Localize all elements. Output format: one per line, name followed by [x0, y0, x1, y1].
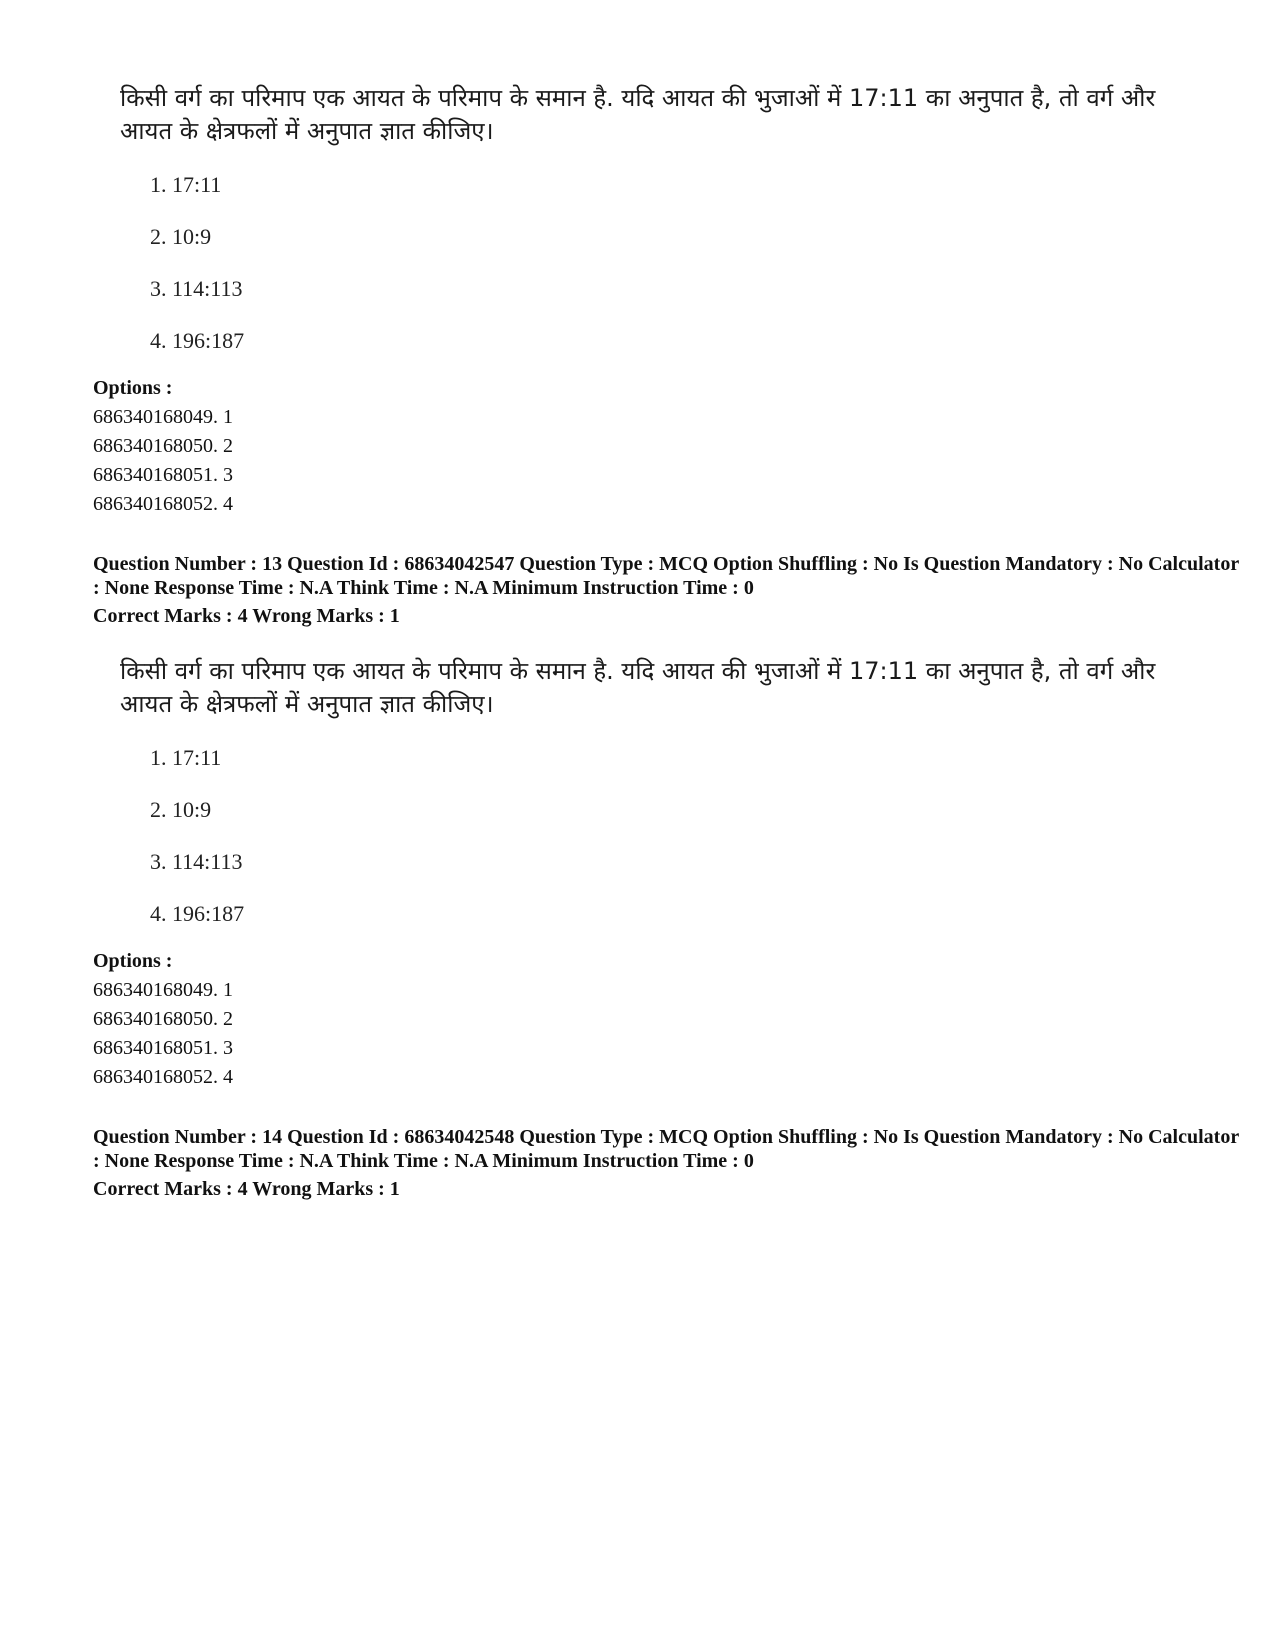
choice-1: 1. 17:11	[150, 745, 222, 770]
question-meta-text: Question Number : 13 Question Id : 68634042547 Question Type : MCQ Option Shuffling : No Is Question Mandatory : No Calculator : None Response Time : N.A Think Time : N.A Minimum Instruction Time : 0	[93, 553, 1239, 599]
question-marks: Correct Marks : 4 Wrong Marks : 1	[93, 1178, 400, 1200]
options-block	[93, 947, 233, 1092]
question-image	[120, 655, 1180, 926]
choice-4: 4. 196:187	[150, 901, 245, 926]
choice-2: 2. 10:9	[150, 797, 212, 822]
choice-4: 4. 196:187	[150, 328, 245, 353]
option-id-row: 686340168051. 3	[93, 464, 233, 486]
question-meta	[93, 552, 1243, 628]
question-text: किसी वर्ग का परिमाप एक आयत के परिमाप के समान है. यदि आयत की भुजाओं में 17:11 का अनुपात है, तो वर्ग और आयत के क्षेत्रफलों में अनुपात ज्ञात कीजिए।	[120, 84, 1156, 145]
question-text: किसी वर्ग का परिमाप एक आयत के परिमाप के समान है. यदि आयत की भुजाओं में 17:11 का अनुपात है, तो वर्ग और आयत के क्षेत्रफलों में अनुपात ज्ञात कीजिए।	[120, 657, 1156, 718]
question-marks: Correct Marks : 4 Wrong Marks : 1	[93, 605, 400, 627]
options-label: Options :	[93, 377, 173, 399]
choice-2: 2. 10:9	[150, 224, 212, 249]
question-meta-text: Question Number : 14 Question Id : 68634042548 Question Type : MCQ Option Shuffling : No Is Question Mandatory : No Calculator : None Response Time : N.A Think Time : N.A Minimum Instruction Time : 0	[93, 1126, 1239, 1172]
option-id-row: 686340168052. 4	[93, 1066, 233, 1088]
options-block	[93, 374, 233, 519]
choice-1: 1. 17:11	[150, 172, 222, 197]
option-id-row: 686340168049. 1	[93, 406, 233, 428]
option-id-row: 686340168050. 2	[93, 435, 233, 457]
option-id-row: 686340168049. 1	[93, 979, 233, 1001]
question-meta	[93, 1125, 1243, 1201]
choice-3: 3. 114:113	[150, 849, 243, 874]
options-label: Options :	[93, 950, 173, 972]
option-id-row: 686340168052. 4	[93, 493, 233, 515]
question-image	[120, 82, 1180, 353]
option-id-row: 686340168050. 2	[93, 1008, 233, 1030]
option-id-row: 686340168051. 3	[93, 1037, 233, 1059]
choice-3: 3. 114:113	[150, 276, 243, 301]
